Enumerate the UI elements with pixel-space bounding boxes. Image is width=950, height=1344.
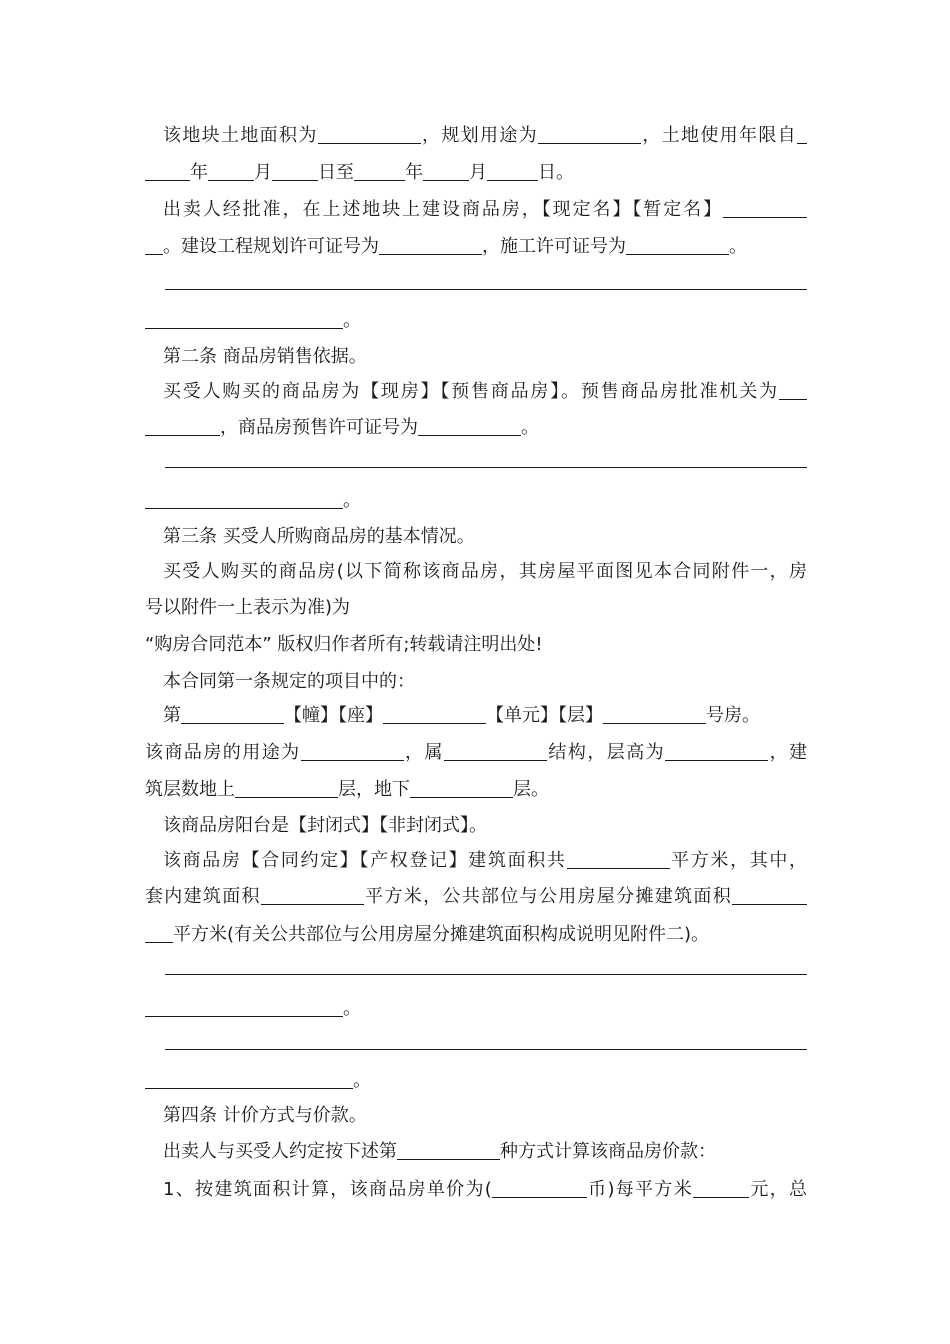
text: 该商品房【合同约定】【产权登记】建筑面积共 bbox=[163, 850, 567, 871]
presale-permit-blank[interactable] bbox=[418, 413, 521, 436]
text: 层，地下 bbox=[338, 779, 410, 800]
text: ，规划用途为 bbox=[420, 125, 539, 146]
text: 。 bbox=[353, 1070, 371, 1091]
text: 平方米，其中， bbox=[669, 850, 807, 871]
property-desc-line-1: 买受人购买的商品房(以下简称该商品房，其房屋平面图见本合同附件一，房 bbox=[163, 561, 807, 582]
method-number-blank[interactable] bbox=[397, 1137, 500, 1160]
project-name-blank-cont[interactable] bbox=[145, 232, 163, 255]
fill-blank[interactable] bbox=[145, 1066, 353, 1089]
building-area-blank[interactable] bbox=[567, 846, 670, 869]
inner-area-line bbox=[145, 882, 807, 912]
floors-above-blank[interactable] bbox=[235, 775, 338, 798]
land-use-blank[interactable] bbox=[538, 121, 641, 144]
unit-blank[interactable] bbox=[383, 701, 486, 724]
text: 该地块土地面积为 bbox=[163, 125, 318, 146]
text: 筑层数地上 bbox=[145, 779, 235, 800]
fill-line-end bbox=[145, 994, 807, 1024]
floor-height-blank[interactable] bbox=[665, 738, 768, 761]
usage-structure-line bbox=[145, 738, 807, 768]
text: 年 bbox=[405, 162, 423, 183]
floor-count-line bbox=[145, 775, 807, 805]
unit-price-line bbox=[163, 1175, 807, 1205]
fill-blank[interactable] bbox=[145, 486, 343, 509]
currency-blank[interactable] bbox=[492, 1175, 587, 1198]
fill-blank[interactable] bbox=[145, 306, 343, 329]
fill-line[interactable] bbox=[165, 974, 807, 975]
fill-line-end bbox=[145, 1066, 807, 1096]
structure-blank[interactable] bbox=[444, 738, 547, 761]
floors-below-blank[interactable] bbox=[410, 775, 513, 798]
seller-approval-line bbox=[163, 195, 807, 225]
text: 平方米，公共部位与公用房屋分摊建筑面积 bbox=[363, 886, 733, 907]
land-area-blank[interactable] bbox=[318, 121, 421, 144]
text: ，土地使用年限自 bbox=[641, 125, 798, 146]
construction-permit-blank[interactable] bbox=[626, 232, 729, 255]
text: 层。 bbox=[513, 779, 549, 800]
shared-area-blank[interactable] bbox=[732, 882, 807, 905]
fill-line[interactable] bbox=[165, 289, 807, 290]
text: ，建 bbox=[768, 742, 807, 763]
copyright-note: “购房合同范本” 版权归作者所有;转载请注明出处! bbox=[145, 634, 543, 655]
shared-area-blank-cont[interactable] bbox=[145, 920, 173, 943]
unit-number-line bbox=[163, 701, 807, 731]
start-year-blank[interactable] bbox=[145, 158, 190, 181]
article-2-heading: 第二条 商品房销售依据。 bbox=[163, 346, 367, 367]
land-area-line bbox=[163, 121, 807, 151]
fill-line-end bbox=[145, 486, 807, 516]
text: 出卖人经批准，在上述地块上建设商品房，【现定名】【暂定名】 bbox=[163, 199, 723, 220]
text: 月 bbox=[469, 162, 487, 183]
pricing-method-line bbox=[163, 1137, 807, 1167]
text: 结构，层高为 bbox=[546, 742, 666, 763]
end-year-blank[interactable] bbox=[354, 158, 405, 181]
balcony-line: 该商品房阳台是【封闭式】【非封闭式】。 bbox=[163, 815, 487, 836]
fill-line[interactable] bbox=[165, 1049, 807, 1050]
property-desc-line-2: 号以附件一上表示为准)为 bbox=[145, 597, 351, 618]
text: 套内建筑面积 bbox=[145, 886, 261, 907]
shared-area-line bbox=[145, 920, 807, 950]
approval-authority-blank[interactable] bbox=[779, 377, 807, 400]
text: 日至 bbox=[318, 162, 354, 183]
text: 。 bbox=[343, 490, 361, 511]
project-clause-line: 本合同第一条规定的项目中的： bbox=[163, 671, 415, 692]
floor-area-line bbox=[163, 846, 807, 876]
text: 该商品房的用途为 bbox=[145, 742, 301, 763]
inner-area-blank[interactable] bbox=[261, 882, 364, 905]
text: 月 bbox=[254, 162, 272, 183]
text: 【幢】【座】 bbox=[284, 705, 383, 726]
text: 元，总 bbox=[749, 1179, 807, 1200]
text: 。 bbox=[729, 236, 747, 257]
start-month-blank[interactable] bbox=[208, 158, 254, 181]
fill-line-end bbox=[145, 306, 807, 336]
text: 。 bbox=[343, 310, 361, 331]
text: 种方式计算该商品房价款： bbox=[500, 1141, 716, 1162]
text: ，属 bbox=[403, 742, 444, 763]
room-blank[interactable] bbox=[603, 701, 706, 724]
text: 币)每平方米 bbox=[586, 1179, 694, 1200]
text: 平方米(有关公共部位与公用房屋分摊建筑面积构成说明见附件二)。 bbox=[173, 924, 710, 945]
term-blank[interactable] bbox=[797, 121, 807, 144]
text: 。 bbox=[521, 417, 539, 438]
end-month-blank[interactable] bbox=[423, 158, 469, 181]
text: 买受人购买的商品房为【现房】【预售商品房】。预售商品房批准机关为 bbox=[163, 381, 779, 402]
text: ，施工许可证号为 bbox=[482, 236, 626, 257]
text: 年 bbox=[190, 162, 208, 183]
fill-line[interactable] bbox=[165, 467, 807, 468]
text: ，商品房预售许可证号为 bbox=[220, 417, 418, 438]
text: 号房。 bbox=[706, 705, 760, 726]
planning-permit-blank[interactable] bbox=[379, 232, 482, 255]
sale-basis-line bbox=[163, 377, 807, 407]
permit-line bbox=[145, 232, 807, 262]
text: 日。 bbox=[538, 162, 574, 183]
land-term-line bbox=[145, 158, 807, 188]
text: 第 bbox=[163, 705, 181, 726]
approval-authority-blank-cont[interactable] bbox=[145, 413, 220, 436]
article-4-heading: 第四条 计价方式与价款。 bbox=[163, 1105, 367, 1126]
project-name-blank[interactable] bbox=[723, 195, 807, 218]
text: 1、按建筑面积计算，该商品房单价为( bbox=[163, 1179, 492, 1200]
text: 。 bbox=[343, 998, 361, 1019]
end-day-blank[interactable] bbox=[487, 158, 538, 181]
text: 。建设工程规划许可证号为 bbox=[163, 236, 379, 257]
fill-blank[interactable] bbox=[145, 994, 343, 1017]
article-3-heading: 第三条 买受人所购商品房的基本情况。 bbox=[163, 526, 475, 547]
building-blank[interactable] bbox=[181, 701, 284, 724]
unit-price-blank[interactable] bbox=[693, 1175, 749, 1198]
presale-permit-line bbox=[145, 413, 807, 443]
usage-blank[interactable] bbox=[301, 738, 404, 761]
text: 【单元】【层】 bbox=[486, 705, 603, 726]
text: 出卖人与买受人约定按下述第 bbox=[163, 1141, 397, 1162]
start-day-blank[interactable] bbox=[272, 158, 318, 181]
